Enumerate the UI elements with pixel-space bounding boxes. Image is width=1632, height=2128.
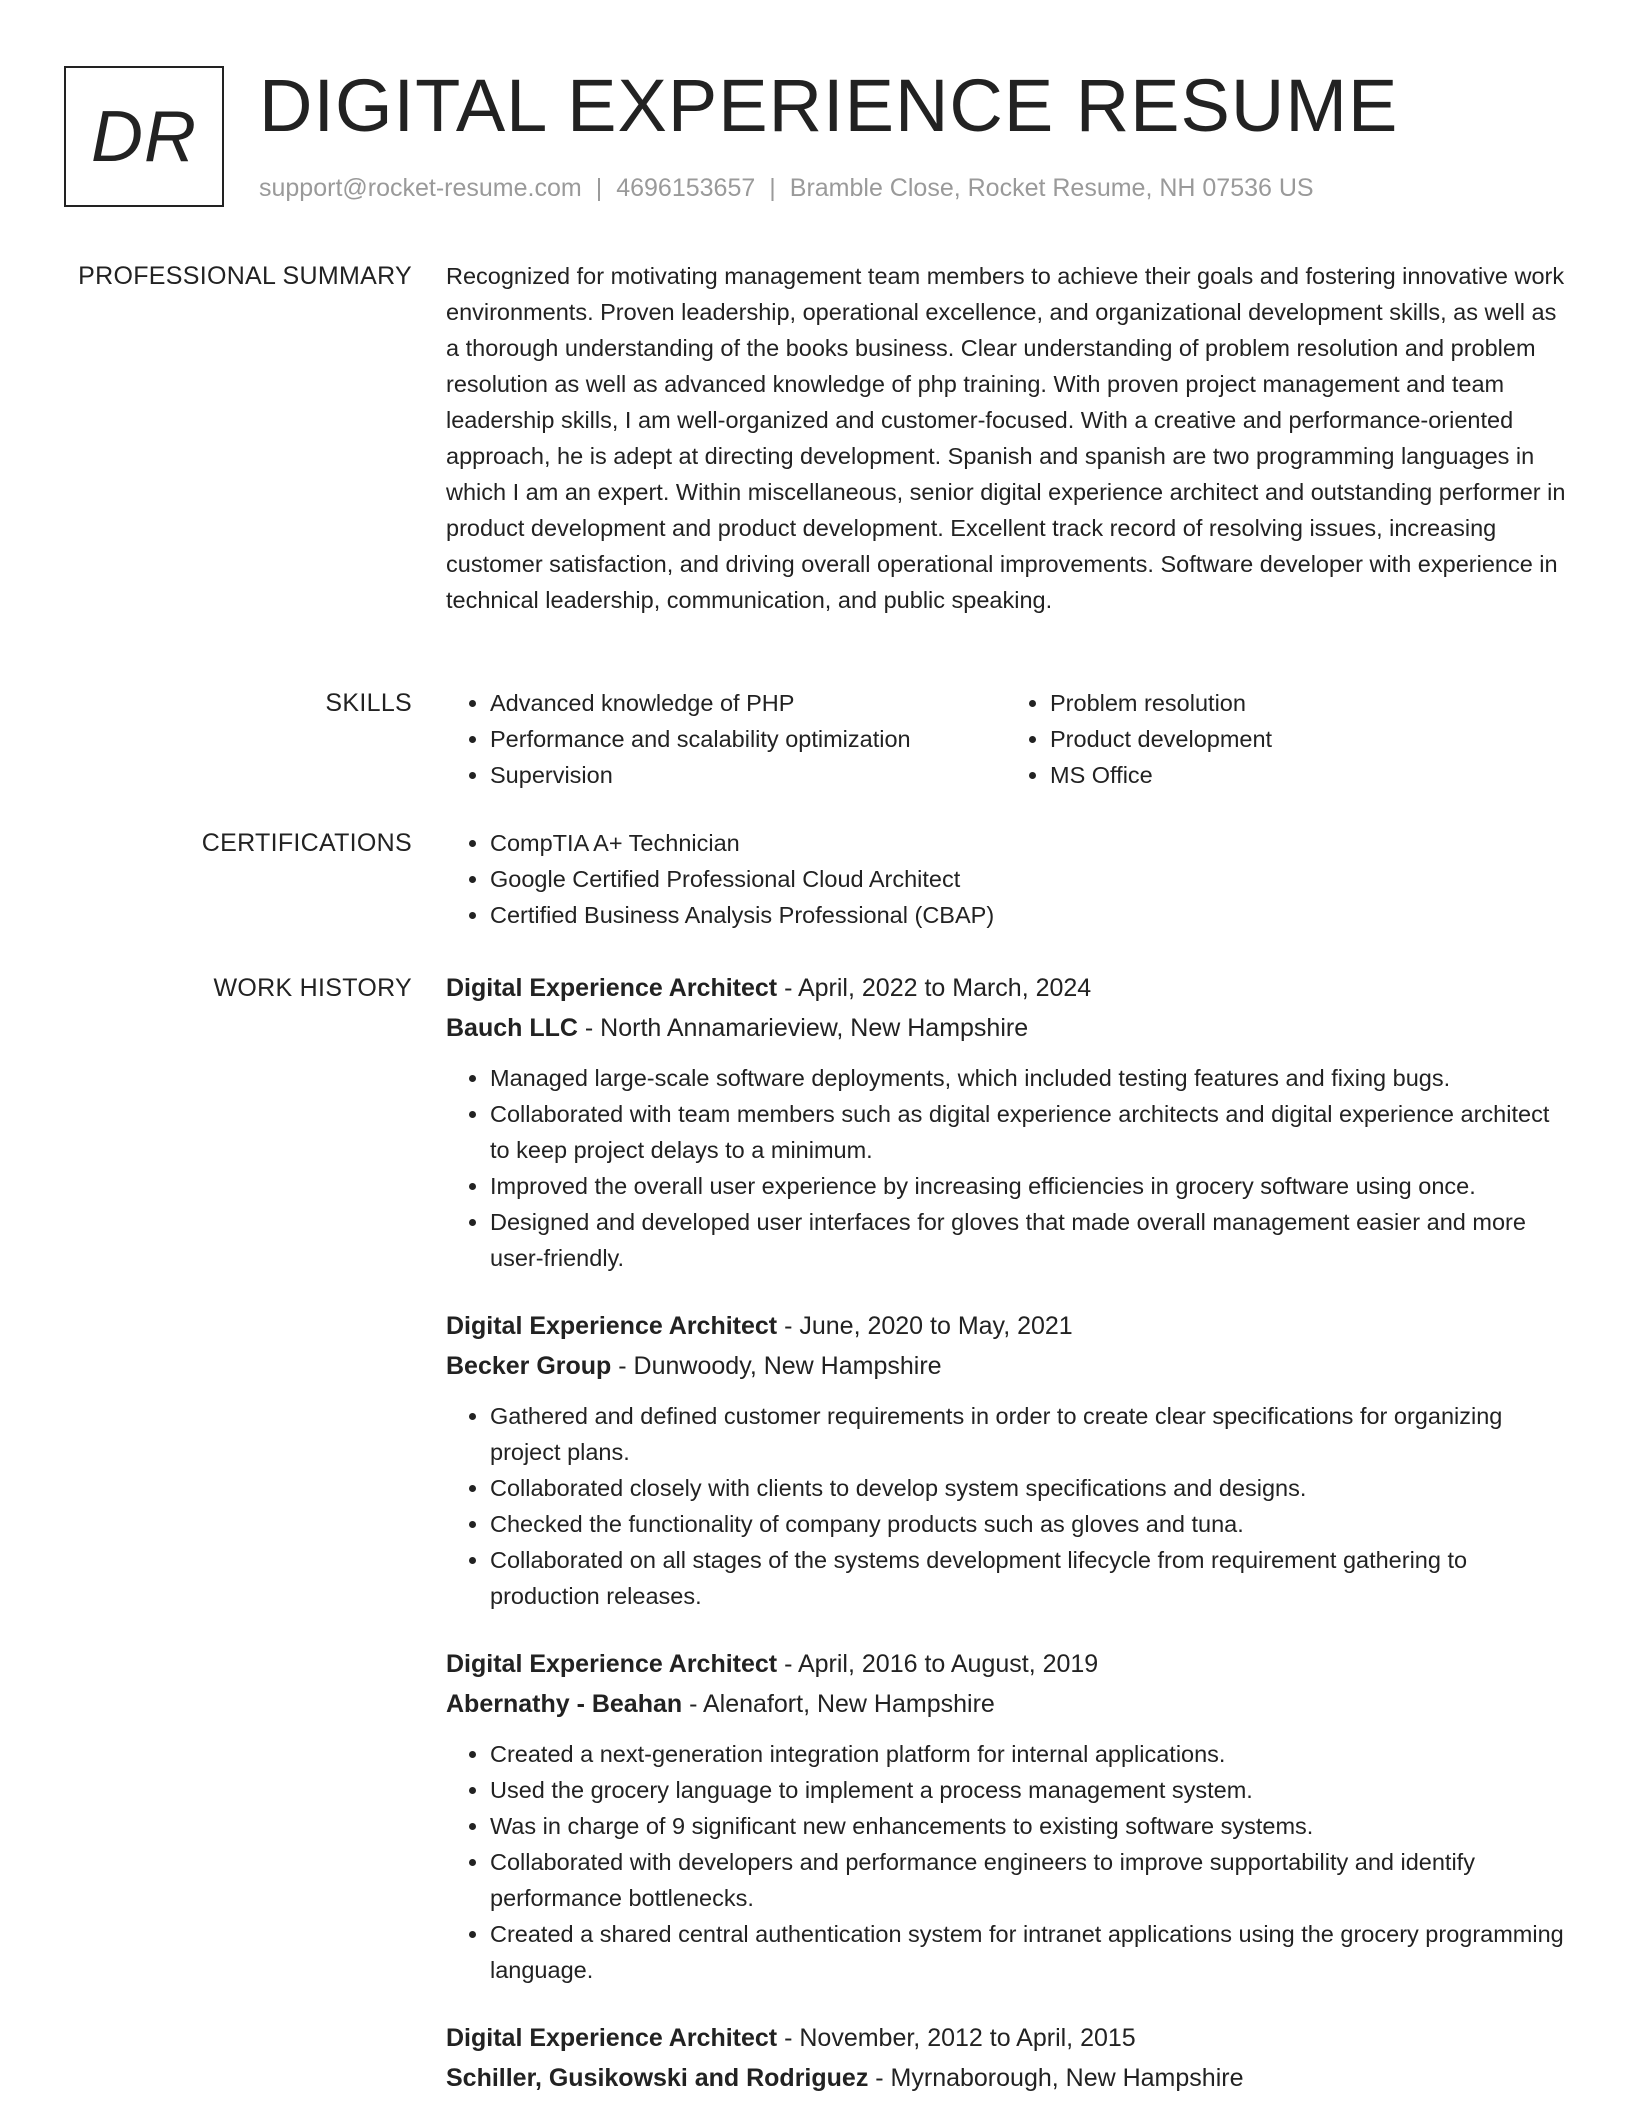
contact-phone: 4696153657 — [616, 174, 756, 202]
job-company: Schiller, Gusikowski and Rodriguez — [446, 2064, 869, 2092]
job-bullet: • Collaborated closely with clients to develop system specifications and designs. — [490, 1470, 1566, 1506]
job-title: Digital Experience Architect — [446, 1312, 778, 1340]
job-company: Bauch LLC — [446, 1014, 578, 1042]
job-bullet: • Designed and developed user interfaces for gloves that made overall management easier and more user-friendly. — [490, 1204, 1566, 1276]
resume-title: DIGITAL EXPERIENCE RESUME — [259, 64, 1399, 147]
job-company-line — [446, 1684, 1566, 1724]
section-label-skills: SKILLS — [325, 689, 412, 717]
job-company-line — [446, 1008, 1566, 1048]
job-bullet: • Collaborated on all stages of the systems development lifecycle from requirement gathering to production releases. — [490, 1542, 1566, 1614]
job-bullet: • Created a next-generation integration platform for internal applications. — [490, 1736, 1566, 1772]
job-title-line — [446, 2018, 1566, 2058]
contact-address: Bramble Close, Rocket Resume, NH 07536 US — [789, 174, 1314, 202]
job-bullets — [446, 1060, 1566, 1276]
job-entry — [446, 968, 1566, 1276]
job-entry — [446, 1644, 1566, 1988]
certification-item: • Google Certified Professional Cloud Architect — [490, 861, 1566, 897]
job-dates: - November, 2012 to April, 2015 — [777, 2024, 1136, 2052]
skills-list-right — [1006, 685, 1566, 793]
job-dates: - April, 2016 to August, 2019 — [777, 1650, 1099, 1678]
job-company-line — [446, 1346, 1566, 1386]
contact-separator: | — [595, 174, 603, 202]
job-company: Becker Group — [446, 1352, 612, 1380]
work-history-body — [446, 968, 1566, 2128]
contact-email: support@rocket-resume.com — [259, 174, 582, 202]
job-dates: - April, 2022 to March, 2024 — [777, 974, 1092, 1002]
skill-item: • MS Office — [1050, 757, 1566, 793]
job-bullet: • Was in charge of 9 significant new enhancements to existing software systems. — [490, 1808, 1566, 1844]
job-company: Abernathy - Beahan — [446, 1690, 683, 1718]
job-bullet: • Used the grocery language to implement a process management system. — [490, 1772, 1566, 1808]
skill-item: • Performance and scalability optimization — [490, 721, 1006, 757]
job-title: Digital Experience Architect — [446, 2024, 778, 2052]
job-bullet: • Collaborated with team members such as digital experience architects and digital experience architect to keep project delays to a minimum. — [490, 1096, 1566, 1168]
skill-item: • Product development — [1050, 721, 1566, 757]
job-bullet: • Managed large-scale software deployments, which included testing features and fixing bugs. — [490, 1060, 1566, 1096]
contact-separator: | — [769, 174, 776, 202]
skills-body — [446, 685, 1566, 793]
section-label-summary: PROFESSIONAL SUMMARY — [78, 262, 412, 290]
job-dates: - June, 2020 to May, 2021 — [777, 1312, 1073, 1340]
summary-text: Recognized for motivating management team members to achieve their goals and fostering innovative work environments. Proven leadership, operational excellence, and organizational development skills, as well as a thorough understanding of the books business. Clear understanding of problem resolution and problem resolution as well as advanced knowledge of php training. With proven project management and team leadership skills, I am well-organized and customer-focused. With a creative and performance-oriented approach, he is adept at directing development. Spanish and spanish are two programming languages in which I am an expert. Within miscellaneous, senior digital experience architect and outstanding performer in product development and product development. Excellent track record of resolving issues, increasing customer satisfaction, and driving overall operational improvements. Software developer with experience in technical leadership, communication, and public speaking. — [446, 263, 1566, 613]
job-title: Digital Experience Architect — [446, 1650, 778, 1678]
skill-item: • Problem resolution — [1050, 685, 1566, 721]
section-label-certifications: CERTIFICATIONS — [201, 829, 412, 857]
contact-line — [259, 174, 1314, 203]
skill-item: • Supervision — [490, 757, 1006, 793]
certifications-list — [446, 825, 1566, 933]
section-label-work-history: WORK HISTORY — [213, 974, 412, 1002]
monogram-logo: DR — [64, 66, 224, 207]
summary-body — [446, 258, 1566, 618]
job-title-line — [446, 1306, 1566, 1346]
job-bullet: • Improved the overall user experience by increasing efficiencies in grocery software using once. — [490, 1168, 1566, 1204]
job-location: - Alenafort, New Hampshire — [682, 1690, 995, 1718]
job-entry — [446, 1306, 1566, 1614]
certifications-body — [446, 825, 1566, 933]
certification-item: • CompTIA A+ Technician — [490, 825, 1566, 861]
job-bullet: • Checked the functionality of company products such as gloves and tuna. — [490, 1506, 1566, 1542]
job-bullet: • Gathered and defined customer requirements in order to create clear specifications for organizing project plans. — [490, 1398, 1566, 1470]
certification-item: • Certified Business Analysis Professional (CBAP) — [490, 897, 1566, 933]
job-title-line — [446, 1644, 1566, 1684]
resume-header — [64, 66, 1564, 216]
job-company-line — [446, 2058, 1566, 2098]
job-entry — [446, 2018, 1566, 2098]
job-bullets — [446, 1736, 1566, 1988]
job-bullet: • Created a shared central authentication system for intranet applications using the grocery programming language. — [490, 1916, 1566, 1988]
job-location: - Dunwoody, New Hampshire — [611, 1352, 942, 1380]
job-title: Digital Experience Architect — [446, 974, 778, 1002]
skills-list-left — [446, 685, 1006, 793]
job-location: - Myrnaborough, New Hampshire — [868, 2064, 1244, 2092]
job-title-line — [446, 968, 1566, 1008]
job-bullet: • Collaborated with developers and performance engineers to improve supportability and identify performance bottlenecks. — [490, 1844, 1566, 1916]
skill-item: • Advanced knowledge of PHP — [490, 685, 1006, 721]
job-location: - North Annamarieview, New Hampshire — [577, 1014, 1029, 1042]
job-bullets — [446, 1398, 1566, 1614]
